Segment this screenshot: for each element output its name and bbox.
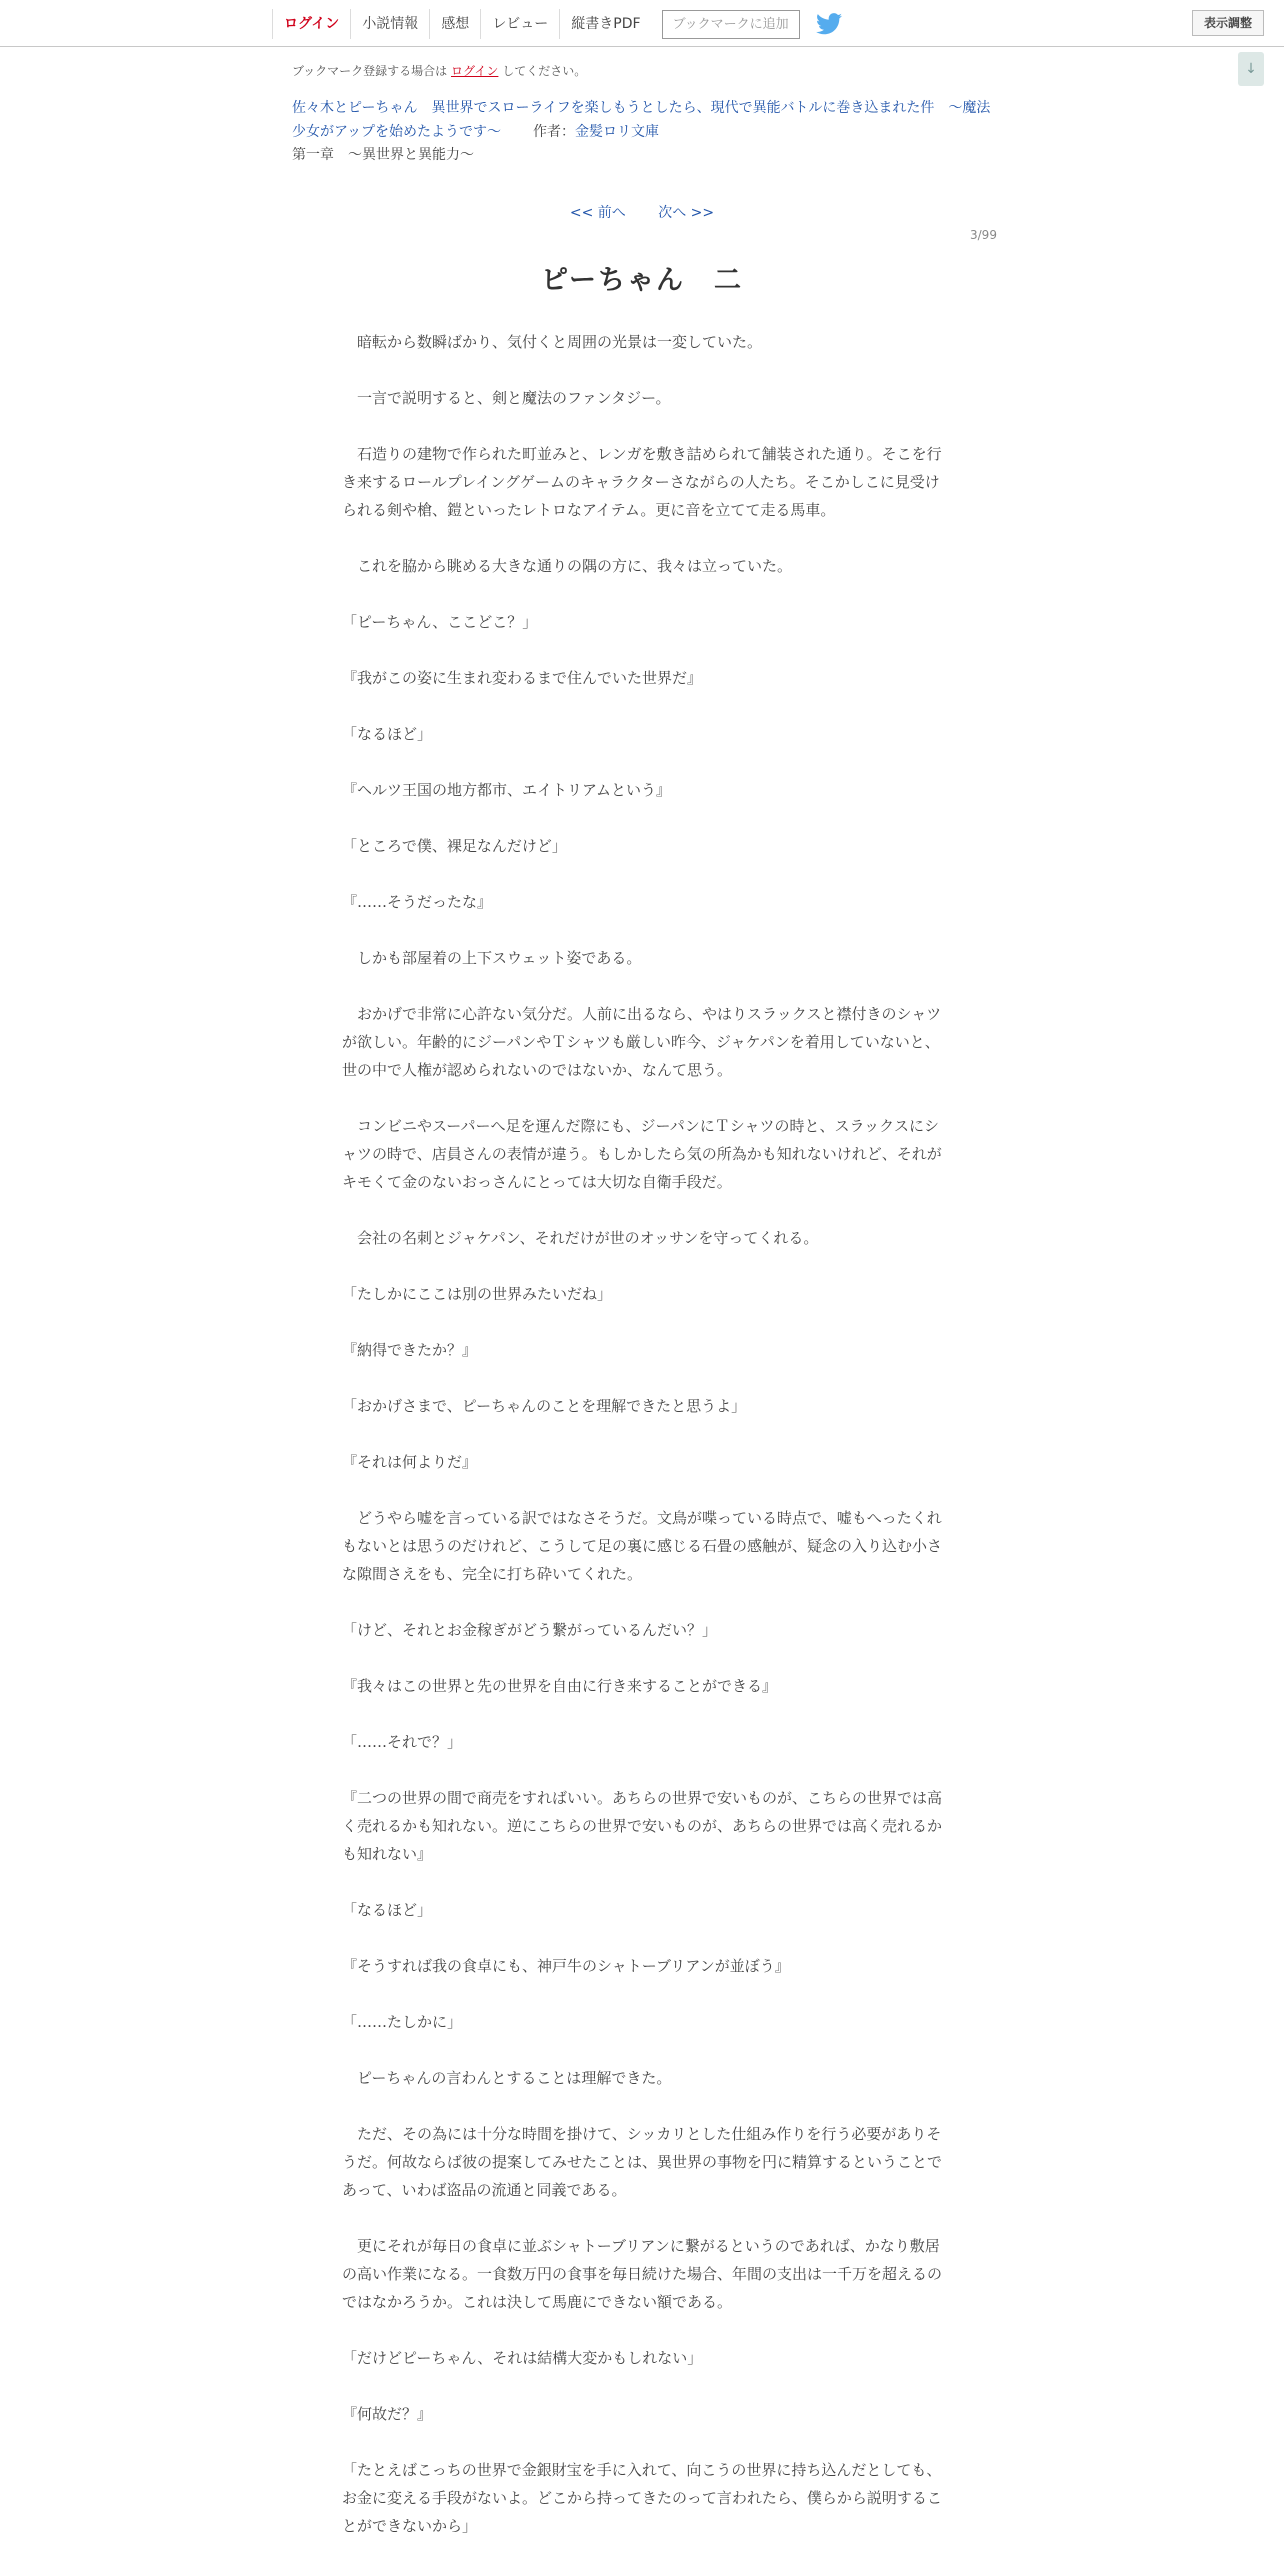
impressions-link[interactable]: 感想 — [429, 9, 480, 39]
pager — [0, 202, 1284, 222]
next-link[interactable]: 次へ >> — [658, 205, 715, 221]
paragraph: 「たしかにここは別の世界みたいだね」 — [342, 1285, 613, 1303]
review-link[interactable]: レビュー — [480, 9, 559, 39]
paragraph: 『……そうだったな』 — [342, 893, 493, 911]
paragraph: 「なるほど」 — [342, 1901, 433, 1919]
paragraph: 「ピーちゃん、ここどこ？」 — [342, 613, 538, 631]
scroll-down-tab[interactable]: ↓ — [1238, 52, 1264, 86]
author-label: 作者： — [533, 124, 576, 140]
paragraph: どうやら嘘を言っている訳ではなさそうだ。文鳥が喋っている時点で、嘘もへったくれもないとは思うのだけれど、こうして足の裏に感じる石畳の感触が、疑念の入り込む小さな隙間さえをも、完全に打ち砕いてくれた。 — [342, 1509, 943, 1583]
paragraph: おかげで非常に心許ない気分だ。人前に出るなら、やはりスラックスと襟付きのシャツが欲しい。年齢的にジーパンやＴシャツも厳しい昨今、ジャケパンを着用していないと、世の中で人権が認められないのではないか、なんて思う。 — [342, 1005, 942, 1079]
paragraph: 会社の名刺とジャケパン、それだけが世のオッサンを守ってくれる。 — [342, 1229, 819, 1247]
chapter-title: 第一章 ～異世界と異能力～ — [292, 147, 474, 163]
paragraph: これを脇から眺める大きな通りの隅の方に、我々は立っていた。 — [342, 557, 793, 575]
paragraph: 『二つの世界の間で商売をすればいい。あちらの世界で安いものが、こちらの世界では高く売れるかも知れない。逆にこちらの世界で安いものが、あちらの世界では高く売れるかも知れない』 — [342, 1789, 943, 1863]
paragraph: しかも部屋着の上下スウェット姿である。 — [342, 949, 642, 967]
paragraph: 「……それで？」 — [342, 1733, 463, 1751]
novel-body — [342, 328, 942, 2568]
paragraph: 『我がこの姿に生まれ変わるまで住んでいた世界だ』 — [342, 669, 703, 687]
paragraph: 「おかげさまで、ピーちゃんのことを理解できたと思うよ」 — [342, 1397, 747, 1415]
paragraph: 石造りの建物で作られた町並みと、レンガを敷き詰められて舗装された通り。そこを行き来するロールプレイングゲームのキャラクターさながらの人たち。そこかしこに見受けられる剣や槍、鎧といったレトロなアイテム。更に音を立てて走る馬車。 — [342, 445, 942, 519]
bookmark-note-login-link[interactable]: ログイン — [451, 64, 499, 78]
paragraph: 『ヘルツ王国の地方都市、エイトリアムという』 — [342, 781, 671, 799]
paragraph: 「たとえばこっちの世界で金銀財宝を手に入れて、向こうの世界に持ち込んだとしても、お金に変える手段がないよ。どこから持ってきたのって言われたら、僕らから説明することができないから」 — [342, 2461, 942, 2535]
prev-link[interactable]: << 前へ — [569, 205, 626, 221]
novel-info — [292, 96, 1004, 144]
bookmark-note-after: してください。 — [502, 64, 587, 78]
paragraph: コンビニやスーパーへ足を運んだ際にも、ジーパンにＴシャツの時と、スラックスにシャツの時で、店員さんの表情が違う。もしかしたら気の所為かも知れないけれど、それがキモくて金のないおっさんにとっては大切な自衛手段だ。 — [342, 1117, 942, 1191]
display-settings-button[interactable]: 表示調整 — [1192, 10, 1264, 36]
add-bookmark-button[interactable]: ブックマークに追加 — [662, 10, 800, 39]
bookmark-note — [292, 62, 586, 79]
main-nav — [272, 8, 842, 40]
paragraph: 「……たしかに」 — [342, 2013, 463, 2031]
paragraph: 『何故だ？』 — [342, 2405, 433, 2423]
paragraph: 『納得できたか？』 — [342, 1341, 478, 1359]
paragraph: 『それは何よりだ』 — [342, 1453, 478, 1471]
novel-info-link[interactable]: 小説情報 — [350, 9, 429, 39]
top-bar — [0, 0, 1284, 47]
paragraph: 『我々はこの世界と先の世界を自由に行き来することができる』 — [342, 1677, 778, 1695]
twitter-icon[interactable] — [816, 13, 842, 35]
novel-title-link[interactable]: 佐々木とピーちゃん 異世界でスローライフを楽しもうとしたら、現代で異能バトルに巻き込まれた件 ～魔法少女がアップを始めたようです～ — [292, 100, 991, 140]
paragraph: 更にそれが毎日の食卓に並ぶシャトーブリアンに繋がるというのであれば、かなり敷居の高い作業になる。一食数万円の食事を毎日続けた場合、年間の支出は一千万を超えるのではなかろうか。これは決して馬鹿にできない額である。 — [342, 2237, 943, 2311]
paragraph: 一言で説明すると、剣と魔法のファンタジー。 — [342, 389, 671, 407]
login-link[interactable]: ログイン — [272, 9, 350, 39]
vertical-pdf-link[interactable]: 縦書きPDF — [559, 9, 651, 39]
paragraph: ただ、その為には十分な時間を掛けて、シッカリとした仕組み作りを行う必要がありそうだ。何故ならば彼の提案してみせたことは、異世界の事物を円に精算するということであって、いわば盗品の流通と同義である。 — [342, 2125, 943, 2199]
bookmark-note-before: ブックマーク登録する場合は — [292, 64, 448, 78]
paragraph: 「ところで僕、裸足なんだけど」 — [342, 837, 567, 855]
paragraph: 「だけどピーちゃん、それは結構大変かもしれない」 — [342, 2349, 703, 2367]
paragraph: 「けど、それとお金稼ぎがどう繋がっているんだい？」 — [342, 1621, 718, 1639]
paragraph: 暗転から数瞬ばかり、気付くと周囲の光景は一変していた。 — [342, 333, 763, 351]
episode-count: 3/99 — [970, 228, 997, 242]
paragraph: 「なるほど」 — [342, 725, 433, 743]
paragraph: 『そうすれば我の食卓にも、神戸牛のシャトーブリアンが並ぼう』 — [342, 1957, 790, 1975]
author-link[interactable]: 金髪ロリ文庫 — [575, 124, 660, 140]
episode-title: ピーちゃん 二 — [541, 265, 743, 296]
paragraph: ピーちゃんの言わんとすることは理解できた。 — [342, 2069, 672, 2087]
